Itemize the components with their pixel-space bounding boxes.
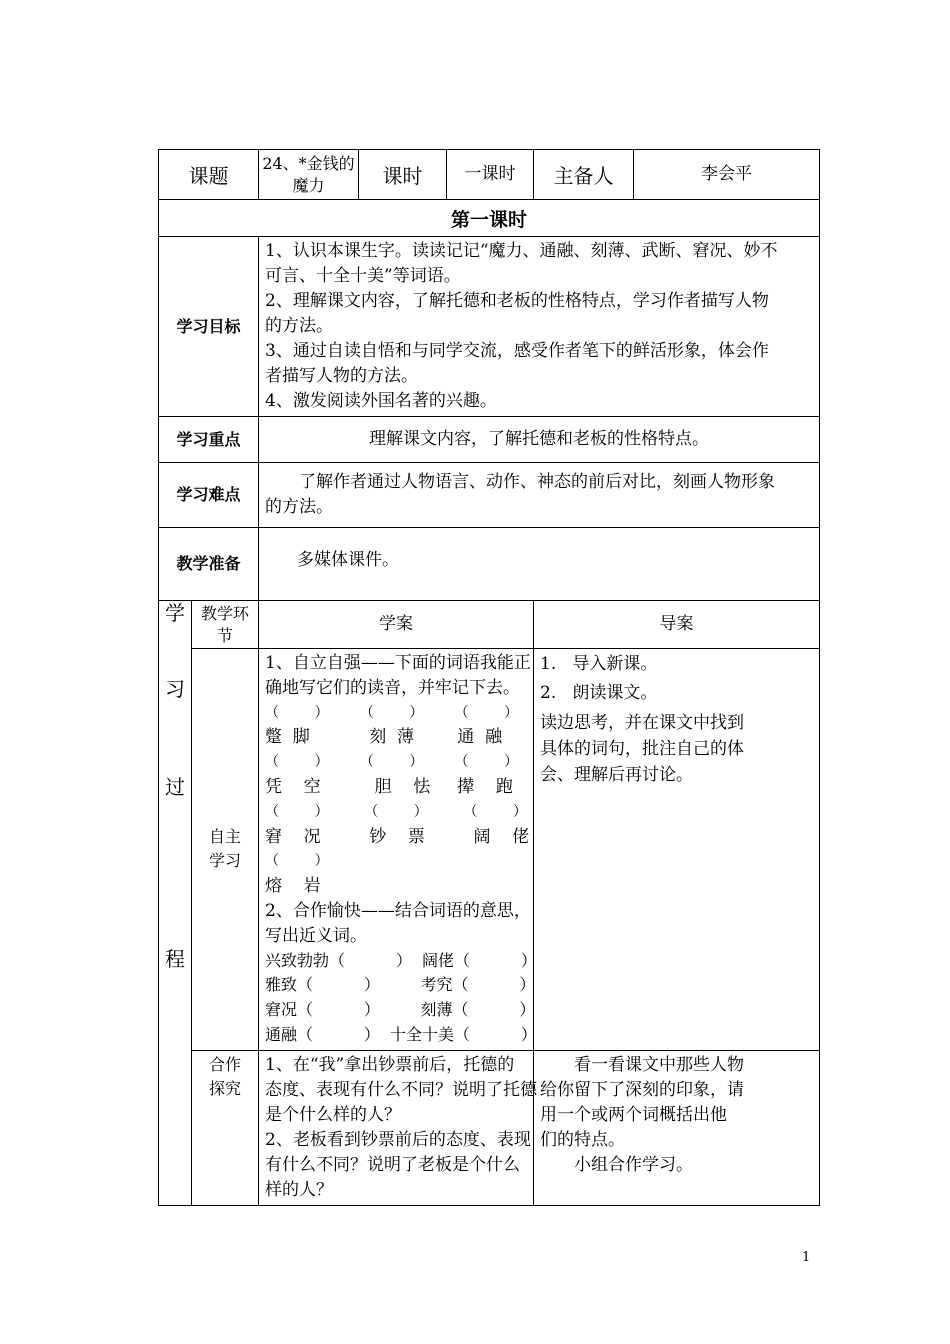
stage-self-study: 自主学习 bbox=[192, 649, 259, 1051]
difficulties-content bbox=[259, 463, 820, 528]
topic-label: 课题 bbox=[159, 150, 259, 200]
col-stage-header: 教学环节 bbox=[192, 601, 259, 649]
goals-row bbox=[159, 237, 820, 417]
pinyin-blanks: （ ） （ ） （ ） bbox=[265, 754, 519, 771]
synonym-line: 雅致（ ） 考究（ ） bbox=[265, 975, 536, 995]
guide-self-study bbox=[534, 649, 820, 1051]
guide-cooperation bbox=[534, 1050, 820, 1205]
study-line: 2、老板看到钞票前后的态度、表现 bbox=[265, 1129, 531, 1150]
study-line: 样的人？ bbox=[265, 1179, 333, 1200]
guide-line: 1. 导入新课。 bbox=[540, 654, 658, 674]
study-line: 1、在“我”拿出钞票前后，托德的 bbox=[265, 1054, 515, 1075]
goals-line: 2、理解课文内容，了解托德和老板的性格特点，学习作者描写人物 bbox=[265, 291, 769, 311]
guide-line: 2. 朗读课文。 bbox=[540, 683, 658, 703]
preparer-label: 主备人 bbox=[534, 150, 634, 200]
study-self-study bbox=[259, 649, 537, 1051]
preparer-value: 李会平 bbox=[634, 150, 820, 200]
key-points-text: 理解课文内容，了解托德和老板的性格特点。 bbox=[259, 417, 820, 463]
study-line: 1、自立自强——下面的词语我能正 bbox=[265, 653, 531, 673]
process-row-self-study bbox=[159, 649, 820, 1051]
key-points-label: 学习重点 bbox=[159, 417, 259, 463]
guide-line: 小组合作学习。 bbox=[574, 1154, 693, 1175]
pinyin-blanks: （ ） （ ） （ ） bbox=[265, 704, 519, 721]
pinyin-blanks: （ ） （ ） （ ） bbox=[265, 803, 528, 820]
process-side-char: 习 bbox=[165, 677, 185, 701]
lesson-plan-table bbox=[158, 149, 820, 1206]
process-side-label bbox=[159, 601, 192, 1206]
goals-line: 可言、十全十美”等词语。 bbox=[265, 266, 461, 286]
synonym-line: 窘况（ ） 刻薄（ ） bbox=[265, 1000, 536, 1020]
section-title-row bbox=[159, 200, 820, 237]
synonym-line: 通融（ ） 十全十美（ ） bbox=[265, 1024, 537, 1044]
process-row-cooperation bbox=[159, 1050, 820, 1205]
difficulties-label: 学习难点 bbox=[159, 463, 259, 528]
preparation-text: 多媒体课件。 bbox=[259, 528, 820, 601]
study-line: 写出近义词。 bbox=[265, 925, 367, 946]
period-value: 一课时 bbox=[447, 150, 534, 200]
goals-line: 的方法。 bbox=[265, 316, 333, 336]
preparation-row bbox=[159, 528, 820, 601]
study-line: 蹩 脚 刻 薄 通 融 bbox=[265, 727, 503, 748]
process-header-row bbox=[159, 601, 820, 649]
topic-value: 24、*金钱的魔力 bbox=[259, 150, 359, 200]
difficulties-row bbox=[159, 463, 820, 528]
period-label: 课时 bbox=[359, 150, 447, 200]
guide-line: 具体的词句，批注自己的体 bbox=[540, 739, 744, 759]
guide-line: 会、理解后再讨论。 bbox=[540, 765, 693, 785]
study-cooperation bbox=[259, 1050, 537, 1205]
process-side-char: 程 bbox=[165, 947, 185, 971]
study-line: 窘 况 钞 票 阔 佬 bbox=[265, 826, 530, 847]
study-line: 确地写它们的读音，并牢记下去。 bbox=[265, 677, 520, 698]
study-line: 凭 空 胆 怯 撵 跑 bbox=[265, 776, 513, 797]
goals-line: 者描写人物的方法。 bbox=[265, 366, 418, 386]
process-side-char: 过 bbox=[165, 775, 185, 799]
study-line: 2、合作愉快——结合词语的意思， bbox=[265, 900, 531, 921]
stage-cooperation: 合作探究 bbox=[192, 1050, 259, 1205]
difficulties-line: 的方法。 bbox=[265, 497, 333, 517]
study-line: 熔 岩 bbox=[265, 876, 321, 897]
col-guide-header: 导案 bbox=[534, 601, 820, 649]
col-study-header: 学案 bbox=[259, 601, 534, 649]
study-line: 有什么不同？说明了老板是个什么 bbox=[265, 1154, 520, 1175]
section-title: 第一课时 bbox=[159, 200, 820, 237]
goals-content bbox=[259, 237, 820, 417]
guide-line: 给你留下了深刻的印象，请 bbox=[540, 1079, 744, 1100]
study-line: 态度、表现有什么不同？说明了托德 bbox=[265, 1079, 537, 1100]
guide-line: 读边思考，并在课文中找到 bbox=[540, 713, 744, 733]
difficulties-line: 了解作者通过人物语言、动作、神态的前后对比，刻画人物形象 bbox=[299, 472, 775, 492]
synonym-line: 兴致勃勃（ ） 阔佬（ ） bbox=[265, 950, 537, 970]
header-row bbox=[159, 150, 820, 200]
guide-line: 们的特点。 bbox=[540, 1129, 625, 1150]
guide-line: 看一看课文中那些人物 bbox=[574, 1054, 744, 1075]
study-line: 是个什么样的人？ bbox=[265, 1104, 401, 1125]
preparation-label: 教学准备 bbox=[159, 528, 259, 601]
goals-line: 4、激发阅读外国名著的兴趣。 bbox=[265, 391, 497, 411]
pinyin-blanks: （ ） bbox=[265, 853, 329, 870]
guide-line: 用一个或两个词概括出他 bbox=[540, 1104, 727, 1125]
goals-label: 学习目标 bbox=[159, 237, 259, 417]
page-number: 1 bbox=[802, 1250, 811, 1265]
key-points-row bbox=[159, 417, 820, 463]
process-side-char: 学 bbox=[165, 601, 185, 625]
goals-line: 3、通过自读自悟和与同学交流，感受作者笔下的鲜活形象，体会作 bbox=[265, 341, 769, 361]
goals-line: 1、认识本课生字。读读记记“魔力、通融、刻薄、武断、窘况、妙不 bbox=[265, 241, 778, 261]
